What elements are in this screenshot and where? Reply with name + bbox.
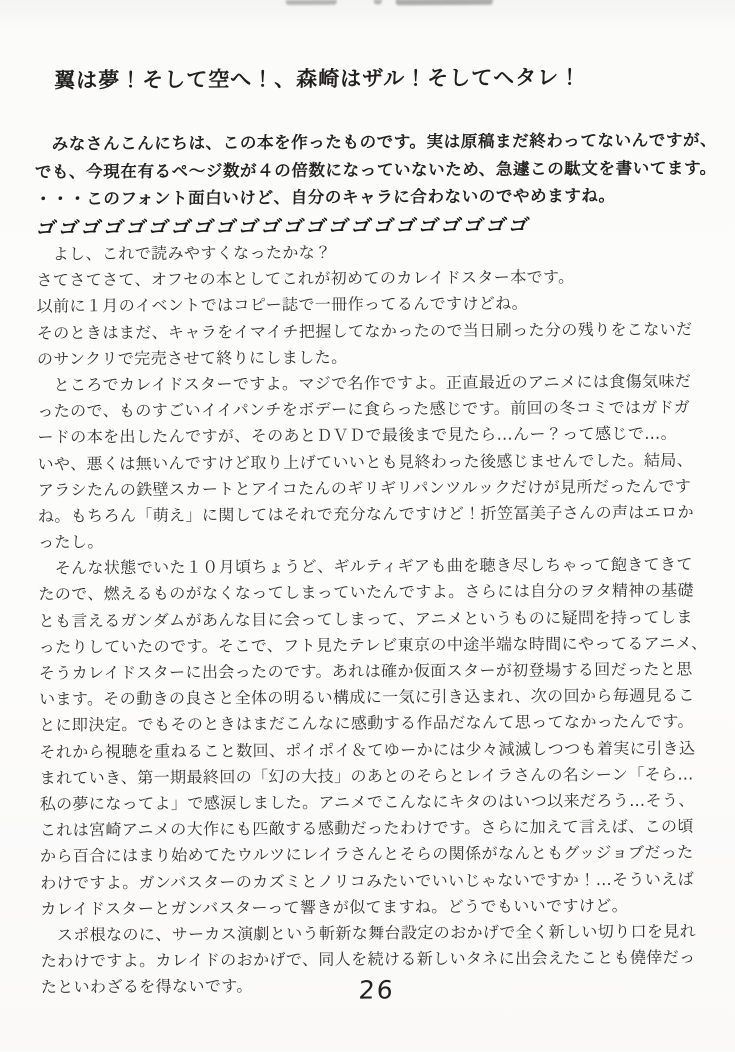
body-line: たので、燃えるものがなくなってしまっていたんですよ。さらには自分のヲタ精神の基礎 xyxy=(38,580,694,604)
body-line: たといわざるを得ないです。 xyxy=(40,976,253,997)
body-text xyxy=(36,237,721,1001)
body-line: 私の夢になってよ」で感涙しました。アニメでこんなにキタのはいつ以来だろう…そう、 xyxy=(39,790,695,814)
body-line: そうカレイドスターに出会ったのです。あれは確か仮面スターが初登場する回だったと思 xyxy=(38,659,693,683)
intro-line: でも、今現在有るペ〜ジ数が４の倍数になっていないため、急遽この駄文を書いてます。 xyxy=(34,157,718,182)
body-line: わけですよ。ガンバスターのカズミとノリコみたいでいいじゃないですか！…そういえば xyxy=(40,869,695,893)
cropped-banner-remnant xyxy=(0,0,732,12)
body-line: さてさてさて、オフセの本としてこれが初めてのカレイドスター本です。 xyxy=(36,267,575,290)
body-line: そんな状態でいた１０月頃ちょうど、ギルティギアも曲を聴き尽しちゃって飽きてきて xyxy=(38,554,693,578)
body-line: のサンクリで完売させて終りにしました。 xyxy=(36,347,348,369)
intro-line: ・・・このフォント面白いけど、自分のキャラに合わないのでやめますね。 xyxy=(34,186,616,209)
body-line: 以前に１月のイベントではコピー誌で一冊作ってるんですけどね。 xyxy=(36,293,529,316)
body-line: たわけですよ。カレイドのおかげで、同人を続ける新しいタネに出会えたことも僥倖だっ xyxy=(40,947,696,971)
body-line: いや、悪くは無いんですけど取り上げていいとも見終わった後感じませんでした。結局、 xyxy=(37,450,694,474)
banner-fragment-left xyxy=(286,0,337,5)
body-line: います。その動きの良さと全体の明るい構成に一気に引き込まれ、次の回から毎週見るこ xyxy=(39,685,695,709)
body-line: とも言えるガンダムがあんな目に会ってしまって、アニメというものに疑問を持ってしま xyxy=(38,607,693,631)
body-line: ね。もちろん「萌え」に関してはそれで充分なんですけど！折笠冨美子さんの声はエロか xyxy=(37,502,695,526)
intro-line: みなさんこんにちは、この本を作ったものです。実は原稿まだ終わってないんですが、 xyxy=(34,130,718,154)
body-line: から百合にはまり始めてたウルツにレイラさんとそらの関係がなんともグッジョブだった xyxy=(39,842,694,866)
sfx-gogogo-line: ゴゴゴゴゴゴゴゴゴゴゴゴゴゴゴゴゴゴゴゴゴゴ xyxy=(35,214,531,240)
body-line: スポ根なのに、サーカス演劇という斬新な舞台設定のおかげで全く新しい切り口を見れ xyxy=(40,921,697,945)
body-line: よし、これで読みやすくなったかな？ xyxy=(36,242,332,264)
intro-paragraph xyxy=(34,126,718,242)
body-line: ったりしていたのです。そこで、フト見たテレビ東京の中途半端な時間にやってるアニメ、 xyxy=(38,633,708,657)
body-line: ったし。 xyxy=(38,532,104,552)
body-line: それから視聴を重ねること数回、ポイポイ＆てゆーかには少々減滅しつつも着実に引き込 xyxy=(39,738,696,762)
body-line: ところでカレイドスターですよ。マジで名作ですよ。正直最近のアニメには食傷気味だ xyxy=(37,371,692,395)
body-line: とに即決定。でもそのときはまだこんなに感動する作品だなんて思ってなかったんです。 xyxy=(39,711,694,735)
body-line: ったので、ものすごいイイパンチをボデーに食らった感じです。前回の冬コミではガドガ xyxy=(37,397,691,421)
body-line: そのときはまだ、キャラをイマイチ把握してなかったので当日刷った分の残りをこないだ xyxy=(36,319,693,343)
banner-fragment-middle xyxy=(374,0,382,5)
body-line: これは宮崎アニメの大作にも匹敵する感動だったわけです。さらに加えて言えば、この頃 xyxy=(39,816,694,840)
body-line: カレイドスターとガンバスターって響きが似てますね。どうでもいいですけど。 xyxy=(40,895,629,919)
body-line: ードの本を出したんですが、そのあとＤＶＤで最後まで見たら…んー？って感じで…。 xyxy=(37,423,678,447)
body-line: アラシたんの鉄壁スカートとアイコたんのギリギリパンツルックだけが見所だったんです xyxy=(37,476,692,500)
body-line: まれていき、第一期最終回の「幻の大技」のあとのそらとレイラさんの名シーン「そら… xyxy=(39,764,694,788)
banner-fragment-right xyxy=(396,0,493,5)
page-number: 26 xyxy=(357,975,396,1005)
page-title: 翼は夢！そして空へ！、森崎はザル！そしてヘタレ！ xyxy=(54,65,582,93)
